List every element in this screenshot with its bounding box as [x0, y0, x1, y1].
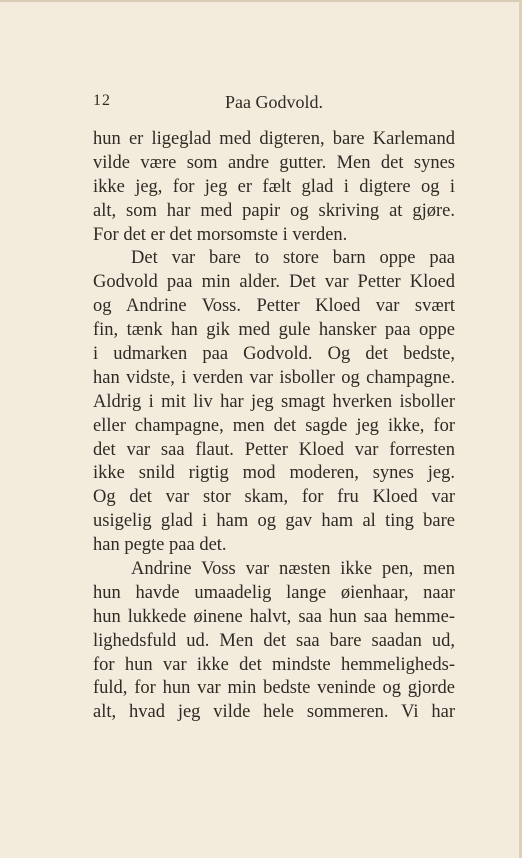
text-line: Det var bare to store barn oppe paa	[131, 248, 455, 269]
text-line: For det er det morsomste i verden.	[93, 224, 348, 245]
text-line: Andrine Voss var næsten ikke pen, men	[131, 559, 455, 580]
text-line: alt, hvad jeg vilde hele sommeren. Vi har	[93, 702, 455, 723]
page-top-edge	[0, 0, 522, 2]
text-line: eller champagne, men det sagde jeg ikke, for	[93, 415, 455, 436]
page-header	[93, 92, 455, 116]
text-line: hun havde umaadelig lange øienhaar, naar	[93, 582, 455, 603]
text-line: hun er ligeglad med digteren, bare Karlemand	[93, 129, 455, 149]
text-line: Og det var stor skam, for fru Kloed var	[93, 487, 455, 508]
text-line: vilde være som andre gutter. Men det synes	[93, 152, 455, 173]
text-line: Godvold paa min alder. Det var Petter Kloed	[93, 272, 455, 293]
text-line: i udmarken paa Godvold. Og det bedste,	[93, 344, 455, 365]
text-line: det var saa flaut. Petter Kloed var forresten	[93, 439, 455, 460]
body-text	[93, 128, 455, 725]
text-line: og Andrine Voss. Petter Kloed var svært	[93, 296, 455, 317]
text-line: ikke jeg, for jeg er fælt glad i digtere og i	[93, 176, 455, 197]
text-line: hun lukkede øinene halvt, saa hun saa hemme-	[93, 606, 455, 627]
running-title: Paa Godvold.	[225, 92, 323, 112]
text-line: Aldrig i mit liv har jeg smagt hverken isboller	[93, 391, 455, 412]
text-line: han vidste, i verden var isboller og champagne.	[93, 367, 455, 388]
text-line: fuld, for hun var min bedste veninde og gjorde	[93, 678, 455, 699]
text-line: for hun var ikke det mindste hemmeligheds-	[93, 654, 455, 675]
text-line: fin, tænk han gik med gule hansker paa oppe	[93, 320, 455, 341]
text-line: lighedsfuld ud. Men det saa bare saadan ud,	[93, 630, 455, 651]
text-line: han pegte paa det.	[93, 535, 227, 556]
page-number: 12	[93, 92, 111, 109]
text-line: usigelig glad i ham og gav ham al ting bare	[93, 511, 455, 532]
text-line: ikke snild rigtig mod moderen, synes jeg.	[93, 463, 455, 484]
text-line: alt, som har med papir og skriving at gjøre.	[93, 200, 455, 221]
